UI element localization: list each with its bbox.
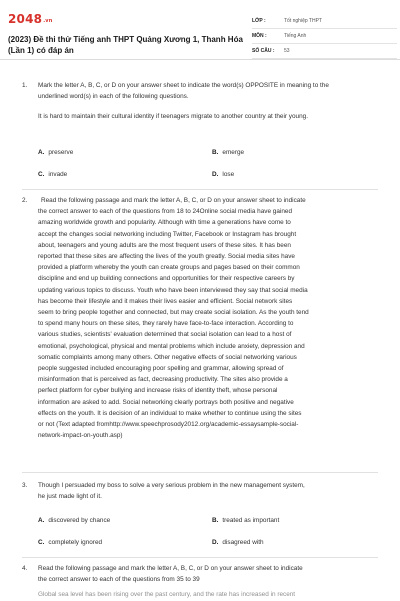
option-d[interactable] bbox=[212, 537, 264, 548]
question-prompt bbox=[38, 563, 360, 601]
passage-line: Global sea level has been rising over the past century, and the rate has increased in recent bbox=[38, 591, 296, 599]
passage-line: about, teenagers and young adults are the most frequent users of these sites. It has been bbox=[38, 241, 291, 249]
option-letter: A. bbox=[38, 149, 45, 156]
meta-row-subject bbox=[252, 29, 397, 44]
option-a[interactable] bbox=[38, 147, 73, 158]
option-text: disagreed with bbox=[222, 539, 264, 546]
prompt-line: Read the following passage and mark the letter A, B, C, or D on your answer sheet to indicate bbox=[38, 565, 303, 572]
meta-row-class bbox=[252, 14, 397, 29]
passage-line: people suggested included encouraging poor spelling and grammar, allowing spread of bbox=[38, 365, 284, 373]
option-d[interactable] bbox=[212, 169, 234, 180]
passage-line: misinformation that is perceived as fact, decreasing productivity. The sites also provide a bbox=[38, 376, 288, 384]
divider bbox=[22, 472, 378, 473]
passage-line: updating various topics to discuss. Youth who have been interviewed they say that social media bbox=[38, 286, 308, 294]
passage-line: has become their lifestyle and it makes their lives easier and efficient. Social network sites bbox=[38, 297, 293, 305]
exam-meta bbox=[252, 14, 397, 59]
question-prompt bbox=[38, 480, 360, 502]
option-text: invade bbox=[48, 171, 68, 178]
option-text: completely ignored bbox=[48, 539, 103, 546]
passage-line: perfect platform for cyber bullying and increase risks of identity theft, whose personal bbox=[38, 387, 278, 395]
page-title: (2023) Đề thi thử Tiếng anh THPT Quảng Xương 1, Thanh Hóa (Lần 1) có đáp án bbox=[8, 35, 243, 55]
passage-line: to spend many hours on these sites, they rarely have face-to-face interaction. According to bbox=[38, 320, 294, 328]
site-logo[interactable] bbox=[8, 12, 53, 26]
option-text: emerge bbox=[222, 149, 245, 156]
logo-text: 2048 bbox=[8, 12, 43, 26]
question-number: 4. bbox=[22, 565, 28, 572]
passage-line: seem to bring people together and connected, but may create social isolation. As the youth tend bbox=[38, 309, 309, 317]
option-letter: D. bbox=[212, 539, 219, 546]
option-letter: C. bbox=[38, 539, 45, 546]
meta-key: SỐ CÂU : bbox=[252, 48, 275, 54]
document-header bbox=[0, 0, 400, 60]
option-text: lose bbox=[222, 171, 235, 178]
option-a[interactable] bbox=[38, 515, 110, 526]
option-text: preserve bbox=[48, 149, 74, 156]
question-number: 1. bbox=[22, 82, 28, 89]
passage-line: discipline and end up building connections and opportunities for their respective careers by bbox=[38, 275, 295, 283]
passage-line: amazing worldwide growth and popularity. Although with time a generations have come to bbox=[38, 219, 291, 227]
meta-value: Tiếng Anh bbox=[284, 33, 307, 39]
option-c[interactable] bbox=[38, 537, 102, 548]
passage-line: somatic complaints among many others. Other negative effects of social networking various bbox=[38, 353, 297, 361]
logo-suffix: .vn bbox=[43, 18, 53, 24]
option-letter: D. bbox=[212, 171, 219, 178]
meta-row-count bbox=[252, 44, 397, 59]
meta-key: LỚP : bbox=[252, 18, 266, 24]
passage-line: information are asked to add. Social networking clearly portrays both positive and negative bbox=[38, 398, 294, 406]
option-letter: B. bbox=[212, 149, 219, 156]
question-prompt: Mark the letter A, B, C, or D on your answer sheet to indicate the word(s) OPPOSITE in meaning to the underlined word(s) in each of the following questions. bbox=[38, 82, 329, 101]
option-b[interactable] bbox=[212, 515, 279, 526]
question-number: 2. bbox=[22, 197, 28, 204]
passage-line: or not (Text adapted fromhttp://www.speechprosody2012.org/academic-essaysample-social- bbox=[38, 421, 299, 429]
passage-line: the correct answer to each of the questions from 18 to 24Online social media have gained bbox=[38, 208, 292, 216]
meta-value: 53 bbox=[284, 48, 290, 54]
divider bbox=[22, 557, 378, 558]
passage-line: accept the changes social networking including Twitter, Facebook or Instagram has brought bbox=[38, 230, 297, 238]
passage-line: Read the following passage and mark the letter A, B, C, or D on your answer sheet to indicate bbox=[41, 197, 306, 204]
option-letter: C. bbox=[38, 171, 45, 178]
passage-line: various studies, scientists' evaluation determined that social isolation can lead to a host of bbox=[38, 331, 292, 339]
passage-line: network-impact-on-youth.asp) bbox=[38, 432, 123, 440]
prompt-line: Though I persuaded my boss to solve a very serious problem in the new management system, bbox=[38, 482, 305, 489]
option-text: discovered by chance bbox=[48, 517, 111, 524]
question-number: 3. bbox=[22, 482, 28, 489]
passage-line: provided a platform whereby the youth can create groups and pages based on their common bbox=[38, 264, 300, 272]
meta-key: MÔN : bbox=[252, 33, 267, 39]
prompt-line: the correct answer to each of the questions from 35 to 39 bbox=[38, 576, 200, 584]
option-letter: B. bbox=[212, 517, 219, 524]
question-sentence: It is hard to maintain their cultural identity if teenagers migrate to another country at their young. bbox=[38, 113, 308, 120]
passage-line: effects on the youth. It is decision of an individual to make whether to continue using the sites bbox=[38, 409, 302, 417]
passage-text bbox=[38, 195, 360, 441]
option-c[interactable] bbox=[38, 169, 67, 180]
passage-line: reported that these sites are affecting the lives of the youth greatly. Social media sites have bbox=[38, 253, 295, 261]
prompt-line: he just made light of it. bbox=[38, 493, 102, 501]
option-b[interactable] bbox=[212, 147, 244, 158]
passage-line: emotional, psychological, physical and mental problems which include anxiety, depression and bbox=[38, 342, 305, 350]
option-letter: A. bbox=[38, 517, 45, 524]
divider bbox=[22, 189, 378, 190]
option-text: treated as important bbox=[222, 517, 280, 524]
meta-value: Tốt nghiệp THPT bbox=[284, 18, 322, 24]
